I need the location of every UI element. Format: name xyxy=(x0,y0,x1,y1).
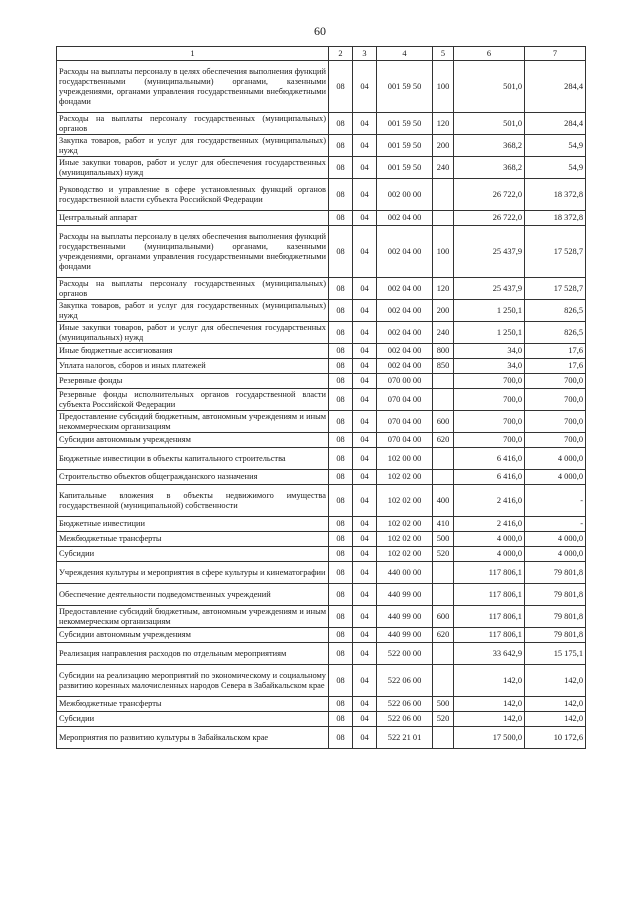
section-code-cell: 08 xyxy=(329,547,353,562)
subsection-code-cell: 04 xyxy=(353,562,377,584)
section-code-cell: 08 xyxy=(329,344,353,359)
subsection-code-cell: 04 xyxy=(353,665,377,697)
executed-amount-cell: 700,0 xyxy=(525,411,586,433)
table-row xyxy=(57,562,586,584)
table-row xyxy=(57,584,586,606)
planned-amount-cell: 26 722,0 xyxy=(454,179,525,211)
subsection-code-cell: 04 xyxy=(353,697,377,712)
executed-amount-cell: 284,4 xyxy=(525,61,586,113)
subsection-code-cell: 04 xyxy=(353,643,377,665)
subsection-code-cell: 04 xyxy=(353,485,377,517)
planned-amount-cell: 26 722,0 xyxy=(454,211,525,226)
executed-amount-cell: 700,0 xyxy=(525,433,586,448)
expense-type-cell xyxy=(433,179,454,211)
subsection-code-cell: 04 xyxy=(353,547,377,562)
row-name-cell: Центральный аппарат xyxy=(57,211,329,226)
table-row xyxy=(57,485,586,517)
executed-amount-cell: 17,6 xyxy=(525,344,586,359)
expense-type-cell: 120 xyxy=(433,113,454,135)
table-row xyxy=(57,411,586,433)
expense-type-cell xyxy=(433,389,454,411)
section-code-cell: 08 xyxy=(329,470,353,485)
target-article-cell: 001 59 50 xyxy=(377,61,433,113)
column-number: 1 xyxy=(57,47,329,61)
executed-amount-cell: 54,9 xyxy=(525,157,586,179)
row-name-cell: Резервные фонды исполнительных органов государственной власти субъекта Российской Федерации xyxy=(57,389,329,411)
expense-type-cell xyxy=(433,211,454,226)
table-row xyxy=(57,135,586,157)
subsection-code-cell: 04 xyxy=(353,389,377,411)
table-row xyxy=(57,300,586,322)
row-name-cell: Субсидии на реализацию мероприятий по экономическому и социальному развитию коренных малочисленных народов Севера в Забайкальском крае xyxy=(57,665,329,697)
expense-type-cell xyxy=(433,562,454,584)
target-article-cell: 070 04 00 xyxy=(377,411,433,433)
target-article-cell: 001 59 50 xyxy=(377,113,433,135)
table-row xyxy=(57,470,586,485)
section-code-cell: 08 xyxy=(329,532,353,547)
planned-amount-cell: 4 000,0 xyxy=(454,547,525,562)
planned-amount-cell: 34,0 xyxy=(454,344,525,359)
target-article-cell: 002 04 00 xyxy=(377,344,433,359)
executed-amount-cell: 79 801,8 xyxy=(525,584,586,606)
target-article-cell: 522 06 00 xyxy=(377,697,433,712)
planned-amount-cell: 34,0 xyxy=(454,359,525,374)
table-row xyxy=(57,547,586,562)
planned-amount-cell: 117 806,1 xyxy=(454,562,525,584)
planned-amount-cell: 6 416,0 xyxy=(454,448,525,470)
planned-amount-cell: 368,2 xyxy=(454,157,525,179)
row-name-cell: Расходы на выплаты персоналу в целях обеспечения выполнения функций государственными (муниципальными) органами, казенными учреждениями, органами управления государственными внебюджетными фондами xyxy=(57,61,329,113)
subsection-code-cell: 04 xyxy=(353,179,377,211)
executed-amount-cell: 79 801,8 xyxy=(525,628,586,643)
row-name-cell: Резервные фонды xyxy=(57,374,329,389)
subsection-code-cell: 04 xyxy=(353,300,377,322)
target-article-cell: 522 06 00 xyxy=(377,712,433,727)
column-number: 7 xyxy=(525,47,586,61)
table-row xyxy=(57,157,586,179)
section-code-cell: 08 xyxy=(329,135,353,157)
section-code-cell: 08 xyxy=(329,300,353,322)
executed-amount-cell: 17,6 xyxy=(525,359,586,374)
planned-amount-cell: 700,0 xyxy=(454,389,525,411)
planned-amount-cell: 117 806,1 xyxy=(454,606,525,628)
executed-amount-cell: 4 000,0 xyxy=(525,470,586,485)
table-row xyxy=(57,448,586,470)
row-name-cell: Капитальные вложения в объекты недвижимого имущества государственной (муниципальной) собственности xyxy=(57,485,329,517)
expense-type-cell: 600 xyxy=(433,606,454,628)
table-row xyxy=(57,628,586,643)
expense-type-cell xyxy=(433,584,454,606)
target-article-cell: 002 04 00 xyxy=(377,278,433,300)
row-name-cell: Уплата налогов, сборов и иных платежей xyxy=(57,359,329,374)
section-code-cell: 08 xyxy=(329,374,353,389)
table-row xyxy=(57,643,586,665)
section-code-cell: 08 xyxy=(329,211,353,226)
planned-amount-cell: 1 250,1 xyxy=(454,322,525,344)
executed-amount-cell: 18 372,8 xyxy=(525,179,586,211)
target-article-cell: 522 06 00 xyxy=(377,665,433,697)
expense-type-cell xyxy=(433,448,454,470)
planned-amount-cell: 700,0 xyxy=(454,411,525,433)
column-number: 5 xyxy=(433,47,454,61)
planned-amount-cell: 368,2 xyxy=(454,135,525,157)
target-article-cell: 440 99 00 xyxy=(377,584,433,606)
section-code-cell: 08 xyxy=(329,61,353,113)
expense-type-cell: 600 xyxy=(433,411,454,433)
table-row xyxy=(57,322,586,344)
executed-amount-cell: 4 000,0 xyxy=(525,547,586,562)
row-name-cell: Расходы на выплаты персоналу государственных (муниципальных) органов xyxy=(57,278,329,300)
row-name-cell: Учреждения культуры и мероприятия в сфере культуры и кинематографии xyxy=(57,562,329,584)
executed-amount-cell: 10 172,6 xyxy=(525,727,586,749)
expense-type-cell xyxy=(433,643,454,665)
expense-type-cell: 500 xyxy=(433,532,454,547)
target-article-cell: 522 00 00 xyxy=(377,643,433,665)
column-number: 6 xyxy=(454,47,525,61)
subsection-code-cell: 04 xyxy=(353,628,377,643)
target-article-cell: 002 04 00 xyxy=(377,300,433,322)
row-name-cell: Предоставление субсидий бюджетным, автономным учреждениям и иным некоммерческим организациям xyxy=(57,606,329,628)
section-code-cell: 08 xyxy=(329,157,353,179)
subsection-code-cell: 04 xyxy=(353,433,377,448)
table-row xyxy=(57,359,586,374)
subsection-code-cell: 04 xyxy=(353,113,377,135)
target-article-cell: 001 59 50 xyxy=(377,135,433,157)
executed-amount-cell: 17 528,7 xyxy=(525,226,586,278)
subsection-code-cell: 04 xyxy=(353,226,377,278)
executed-amount-cell: 142,0 xyxy=(525,697,586,712)
planned-amount-cell: 501,0 xyxy=(454,113,525,135)
target-article-cell: 001 59 50 xyxy=(377,157,433,179)
row-name-cell: Бюджетные инвестиции в объекты капитального строительства xyxy=(57,448,329,470)
expense-type-cell: 240 xyxy=(433,322,454,344)
column-number: 2 xyxy=(329,47,353,61)
expense-type-cell: 200 xyxy=(433,135,454,157)
executed-amount-cell: 79 801,8 xyxy=(525,562,586,584)
section-code-cell: 08 xyxy=(329,322,353,344)
row-name-cell: Реализация направления расходов по отдельным мероприятиям xyxy=(57,643,329,665)
subsection-code-cell: 04 xyxy=(353,448,377,470)
subsection-code-cell: 04 xyxy=(353,359,377,374)
target-article-cell: 102 02 00 xyxy=(377,470,433,485)
section-code-cell: 08 xyxy=(329,448,353,470)
row-name-cell: Предоставление субсидий бюджетным, автономным учреждениям и иным некоммерческим организациям xyxy=(57,411,329,433)
row-name-cell: Обеспечение деятельности подведомственных учреждений xyxy=(57,584,329,606)
row-name-cell: Иные закупки товаров, работ и услуг для обеспечения государственных (муниципальных) нужд xyxy=(57,322,329,344)
table-row xyxy=(57,712,586,727)
executed-amount-cell: 15 175,1 xyxy=(525,643,586,665)
section-code-cell: 08 xyxy=(329,359,353,374)
section-code-cell: 08 xyxy=(329,485,353,517)
executed-amount-cell: 700,0 xyxy=(525,389,586,411)
expense-type-cell xyxy=(433,374,454,389)
section-code-cell: 08 xyxy=(329,411,353,433)
section-code-cell: 08 xyxy=(329,179,353,211)
section-code-cell: 08 xyxy=(329,433,353,448)
subsection-code-cell: 04 xyxy=(353,712,377,727)
row-name-cell: Субсидии xyxy=(57,712,329,727)
expense-type-cell: 100 xyxy=(433,226,454,278)
expense-type-cell: 410 xyxy=(433,517,454,532)
planned-amount-cell: 700,0 xyxy=(454,433,525,448)
planned-amount-cell: 700,0 xyxy=(454,374,525,389)
expense-type-cell: 520 xyxy=(433,547,454,562)
expense-type-cell: 800 xyxy=(433,344,454,359)
column-number-row xyxy=(57,47,586,61)
expense-type-cell: 500 xyxy=(433,697,454,712)
expense-type-cell: 400 xyxy=(433,485,454,517)
row-name-cell: Закупка товаров, работ и услуг для государственных (муниципальных) нужд xyxy=(57,135,329,157)
section-code-cell: 08 xyxy=(329,517,353,532)
table-row xyxy=(57,113,586,135)
section-code-cell: 08 xyxy=(329,606,353,628)
planned-amount-cell: 25 437,9 xyxy=(454,226,525,278)
planned-amount-cell: 6 416,0 xyxy=(454,470,525,485)
executed-amount-cell: 284,4 xyxy=(525,113,586,135)
table-row xyxy=(57,606,586,628)
planned-amount-cell: 1 250,1 xyxy=(454,300,525,322)
subsection-code-cell: 04 xyxy=(353,157,377,179)
subsection-code-cell: 04 xyxy=(353,727,377,749)
expense-type-cell: 620 xyxy=(433,433,454,448)
row-name-cell: Руководство и управление в сфере установленных функций органов государственной власти субъекта Российской Федерации xyxy=(57,179,329,211)
table-row xyxy=(57,517,586,532)
expense-type-cell: 850 xyxy=(433,359,454,374)
expense-type-cell: 620 xyxy=(433,628,454,643)
row-name-cell: Расходы на выплаты персоналу государственных (муниципальных) органов xyxy=(57,113,329,135)
planned-amount-cell: 33 642,9 xyxy=(454,643,525,665)
column-number: 4 xyxy=(377,47,433,61)
target-article-cell: 102 02 00 xyxy=(377,517,433,532)
table-row xyxy=(57,727,586,749)
section-code-cell: 08 xyxy=(329,562,353,584)
table-row xyxy=(57,226,586,278)
section-code-cell: 08 xyxy=(329,628,353,643)
executed-amount-cell: 142,0 xyxy=(525,665,586,697)
row-name-cell: Межбюджетные трансферты xyxy=(57,532,329,547)
executed-amount-cell: 4 000,0 xyxy=(525,448,586,470)
planned-amount-cell: 117 806,1 xyxy=(454,628,525,643)
executed-amount-cell: 79 801,8 xyxy=(525,606,586,628)
target-article-cell: 522 21 01 xyxy=(377,727,433,749)
table-row xyxy=(57,374,586,389)
column-number: 3 xyxy=(353,47,377,61)
section-code-cell: 08 xyxy=(329,697,353,712)
subsection-code-cell: 04 xyxy=(353,278,377,300)
row-name-cell: Иные бюджетные ассигнования xyxy=(57,344,329,359)
section-code-cell: 08 xyxy=(329,389,353,411)
table-row xyxy=(57,344,586,359)
planned-amount-cell: 4 000,0 xyxy=(454,532,525,547)
table-row xyxy=(57,278,586,300)
planned-amount-cell: 25 437,9 xyxy=(454,278,525,300)
table-row xyxy=(57,61,586,113)
target-article-cell: 102 00 00 xyxy=(377,448,433,470)
executed-amount-cell: 826,5 xyxy=(525,300,586,322)
expense-type-cell: 200 xyxy=(433,300,454,322)
target-article-cell: 070 00 00 xyxy=(377,374,433,389)
executed-amount-cell: - xyxy=(525,517,586,532)
table-body xyxy=(57,61,586,749)
row-name-cell: Расходы на выплаты персоналу в целях обеспечения выполнения функций государственными (муниципальными) органами, казенными учреждениями, органами управления государственными внебюджетными фондами xyxy=(57,226,329,278)
executed-amount-cell: 17 528,7 xyxy=(525,278,586,300)
section-code-cell: 08 xyxy=(329,665,353,697)
section-code-cell: 08 xyxy=(329,278,353,300)
page-number: 60 xyxy=(314,24,326,38)
subsection-code-cell: 04 xyxy=(353,584,377,606)
table-row xyxy=(57,433,586,448)
subsection-code-cell: 04 xyxy=(353,374,377,389)
subsection-code-cell: 04 xyxy=(353,411,377,433)
target-article-cell: 102 02 00 xyxy=(377,547,433,562)
expense-type-cell: 520 xyxy=(433,712,454,727)
row-name-cell: Бюджетные инвестиции xyxy=(57,517,329,532)
subsection-code-cell: 04 xyxy=(353,61,377,113)
row-name-cell: Субсидии автономным учреждениям xyxy=(57,628,329,643)
expense-type-cell: 100 xyxy=(433,61,454,113)
planned-amount-cell: 2 416,0 xyxy=(454,517,525,532)
table-row xyxy=(57,532,586,547)
section-code-cell: 08 xyxy=(329,226,353,278)
table-row xyxy=(57,697,586,712)
row-name-cell: Мероприятия по развитию культуры в Забайкальском крае xyxy=(57,727,329,749)
target-article-cell: 002 04 00 xyxy=(377,322,433,344)
subsection-code-cell: 04 xyxy=(353,344,377,359)
row-name-cell: Строительство объектов общегражданского назначения xyxy=(57,470,329,485)
planned-amount-cell: 142,0 xyxy=(454,712,525,727)
subsection-code-cell: 04 xyxy=(353,322,377,344)
planned-amount-cell: 2 416,0 xyxy=(454,485,525,517)
expense-type-cell xyxy=(433,727,454,749)
budget-table xyxy=(56,46,586,749)
row-name-cell: Субсидии xyxy=(57,547,329,562)
planned-amount-cell: 142,0 xyxy=(454,665,525,697)
row-name-cell: Закупка товаров, работ и услуг для государственных (муниципальных) нужд xyxy=(57,300,329,322)
row-name-cell: Субсидии автономным учреждениям xyxy=(57,433,329,448)
table-row xyxy=(57,665,586,697)
executed-amount-cell: 826,5 xyxy=(525,322,586,344)
section-code-cell: 08 xyxy=(329,113,353,135)
expense-type-cell xyxy=(433,470,454,485)
section-code-cell: 08 xyxy=(329,643,353,665)
section-code-cell: 08 xyxy=(329,584,353,606)
table-row xyxy=(57,389,586,411)
executed-amount-cell: 18 372,8 xyxy=(525,211,586,226)
target-article-cell: 002 04 00 xyxy=(377,211,433,226)
planned-amount-cell: 142,0 xyxy=(454,697,525,712)
expense-type-cell: 120 xyxy=(433,278,454,300)
subsection-code-cell: 04 xyxy=(353,135,377,157)
subsection-code-cell: 04 xyxy=(353,211,377,226)
section-code-cell: 08 xyxy=(329,712,353,727)
target-article-cell: 002 04 00 xyxy=(377,359,433,374)
executed-amount-cell: 700,0 xyxy=(525,374,586,389)
subsection-code-cell: 04 xyxy=(353,517,377,532)
target-article-cell: 440 99 00 xyxy=(377,606,433,628)
subsection-code-cell: 04 xyxy=(353,606,377,628)
target-article-cell: 002 00 00 xyxy=(377,179,433,211)
executed-amount-cell: 54,9 xyxy=(525,135,586,157)
table-row xyxy=(57,211,586,226)
expense-type-cell: 240 xyxy=(433,157,454,179)
row-name-cell: Межбюджетные трансферты xyxy=(57,697,329,712)
section-code-cell: 08 xyxy=(329,727,353,749)
target-article-cell: 440 00 00 xyxy=(377,562,433,584)
subsection-code-cell: 04 xyxy=(353,532,377,547)
executed-amount-cell: 4 000,0 xyxy=(525,532,586,547)
expense-type-cell xyxy=(433,665,454,697)
planned-amount-cell: 117 806,1 xyxy=(454,584,525,606)
target-article-cell: 002 04 00 xyxy=(377,226,433,278)
target-article-cell: 070 04 00 xyxy=(377,389,433,411)
target-article-cell: 102 02 00 xyxy=(377,532,433,547)
executed-amount-cell: 142,0 xyxy=(525,712,586,727)
row-name-cell: Иные закупки товаров, работ и услуг для обеспечения государственных (муниципальных) нужд xyxy=(57,157,329,179)
planned-amount-cell: 17 500,0 xyxy=(454,727,525,749)
target-article-cell: 440 99 00 xyxy=(377,628,433,643)
target-article-cell: 070 04 00 xyxy=(377,433,433,448)
table-row xyxy=(57,179,586,211)
planned-amount-cell: 501,0 xyxy=(454,61,525,113)
executed-amount-cell: - xyxy=(525,485,586,517)
target-article-cell: 102 02 00 xyxy=(377,485,433,517)
subsection-code-cell: 04 xyxy=(353,470,377,485)
